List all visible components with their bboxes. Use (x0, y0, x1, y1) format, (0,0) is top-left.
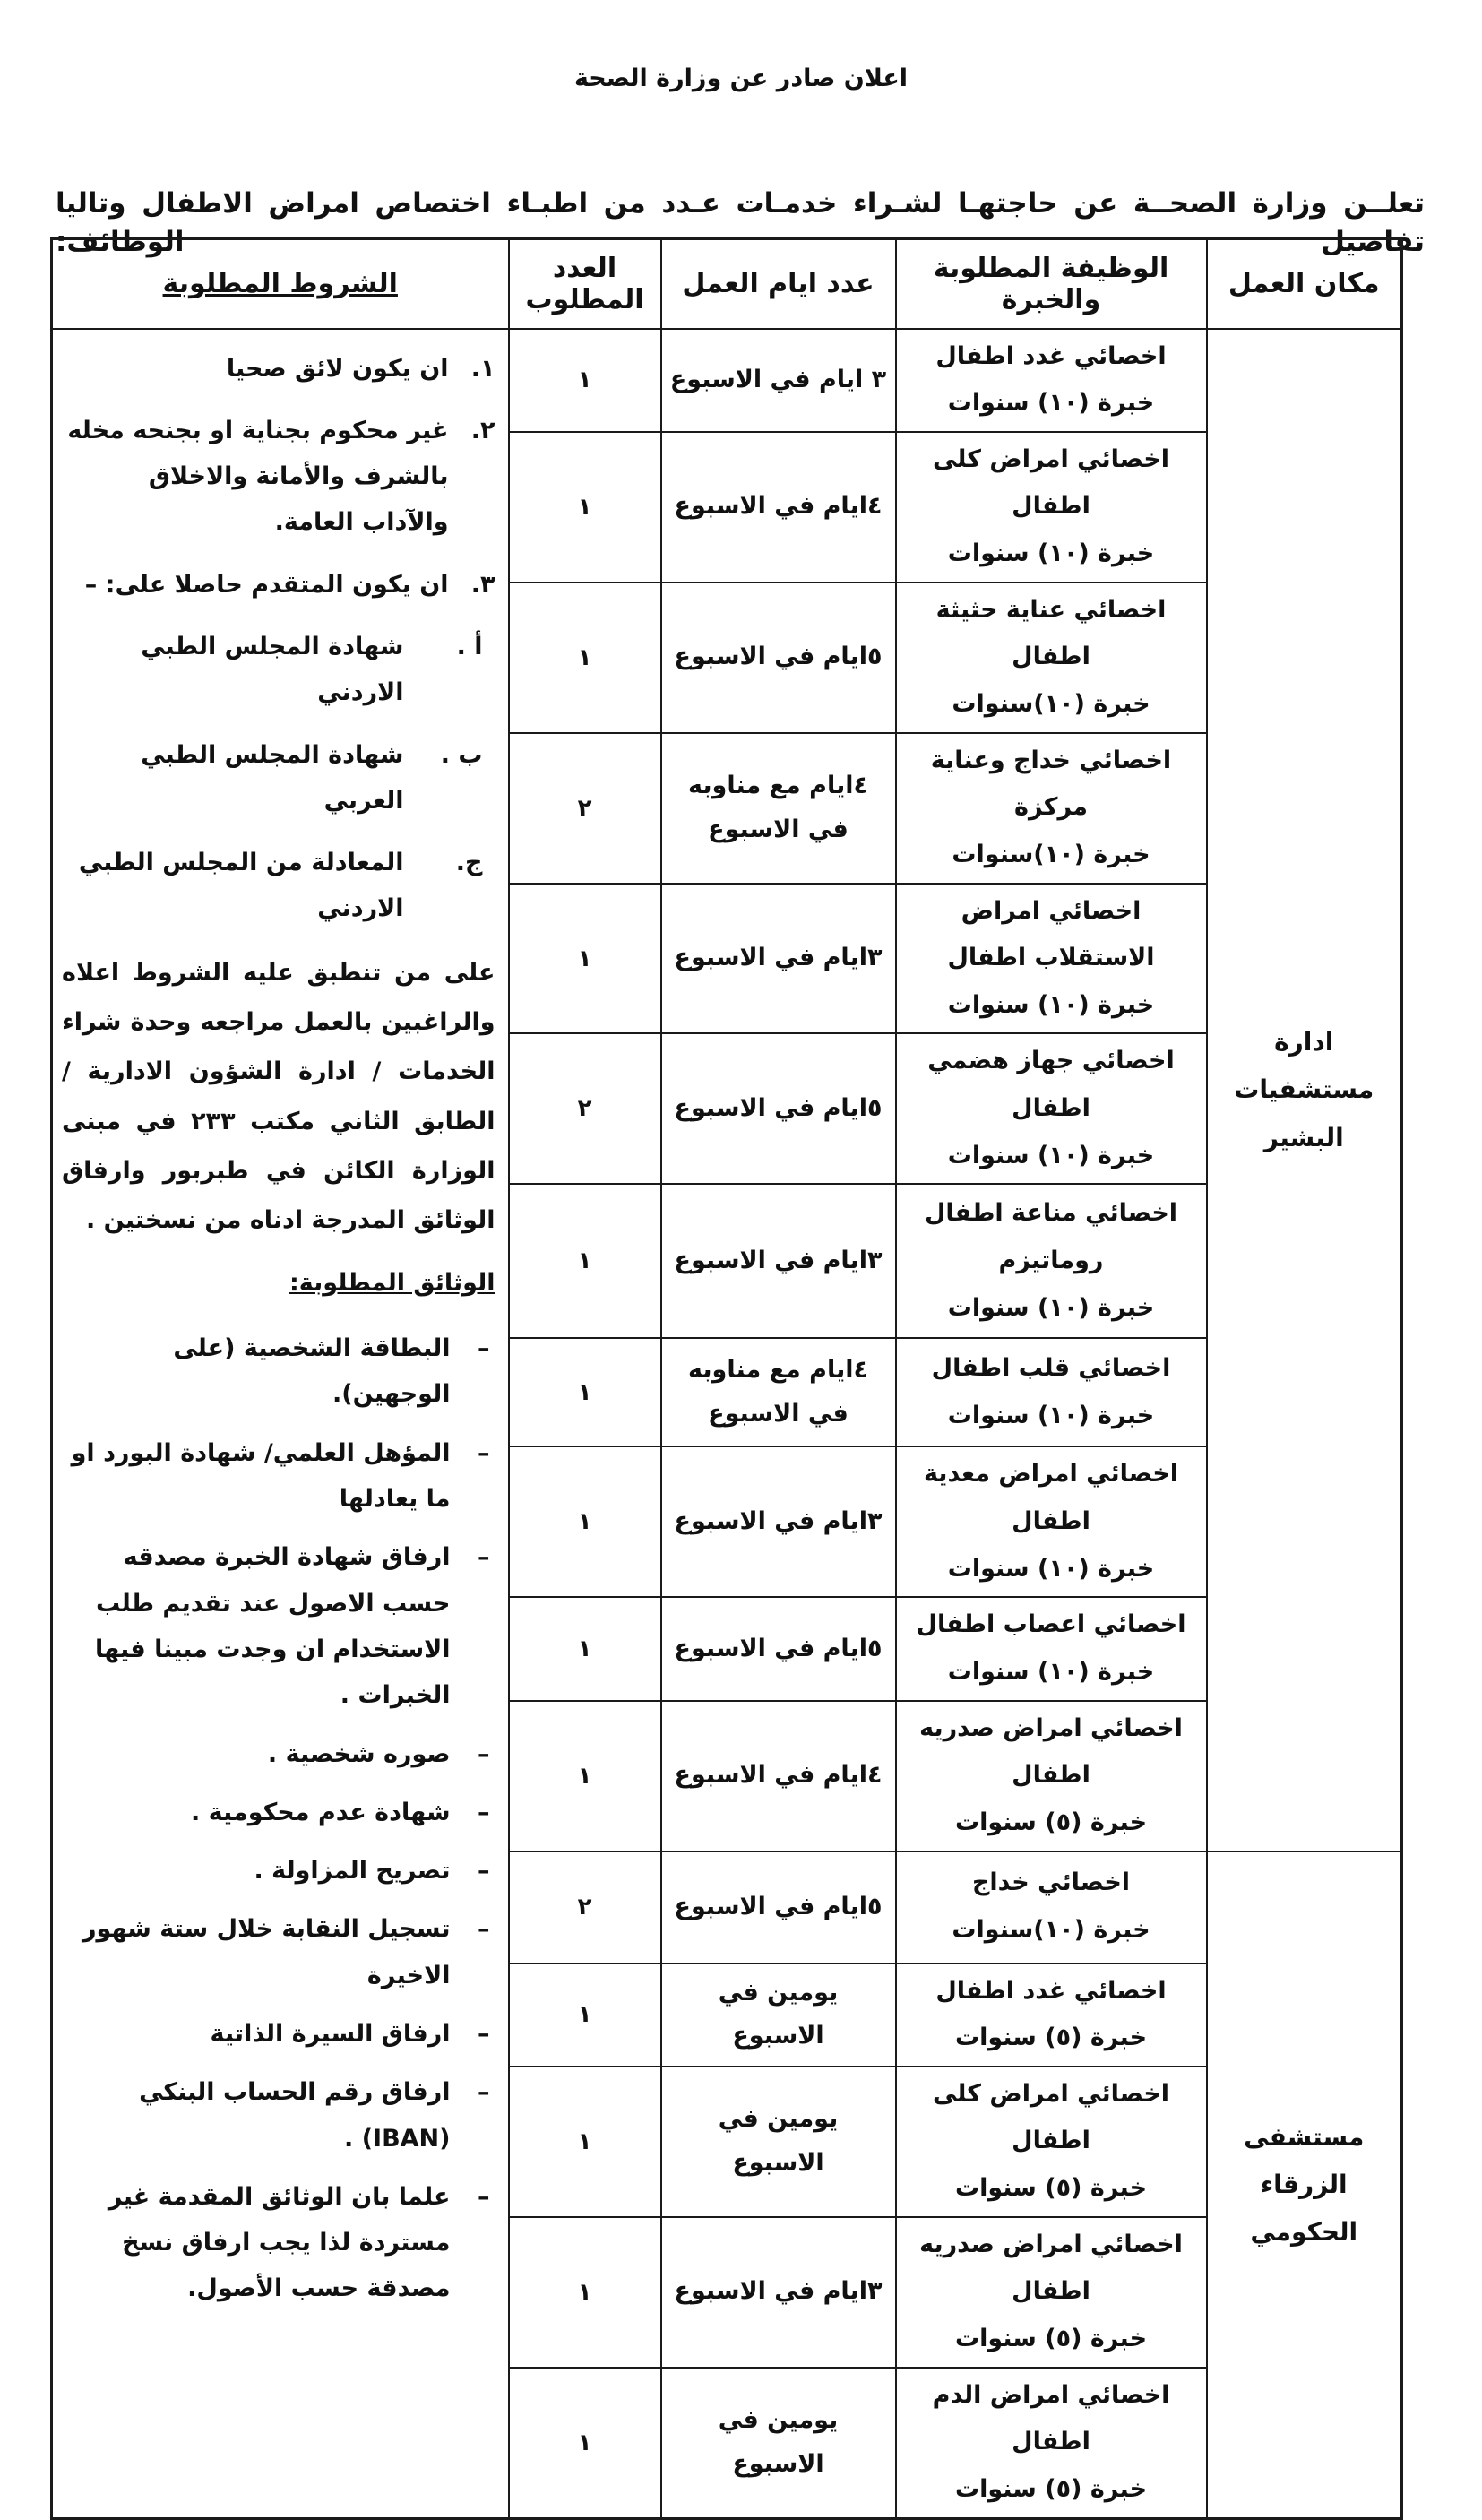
days-cell: ٣ايام في الاسبوع (661, 884, 896, 1034)
days-cell: ٥ايام في الاسبوع (661, 1851, 896, 1963)
condition-item: ٢. غير محكوم بجناية او بجنحه مخله بالشرف والأمانة والاخلاق والآداب العامة. (67, 416, 495, 537)
position-cell: اخصائي مناعة اطفال روماتيزم خبرة (١٠) سنوات (896, 1184, 1207, 1338)
header-position: الوظيفة المطلوبة والخبرة (896, 239, 1207, 329)
position-cell: اخصائي قلب اطفال خبرة (١٠) سنوات (896, 1338, 1207, 1446)
position-cell: اخصائي اعصاب اطفال خبرة (١٠) سنوات (896, 1597, 1207, 1700)
days-cell: يومين في الاسبوع (661, 2368, 896, 2518)
document-item: – علما بان الوثائق المقدمة غير مستردة لذا يجب ارفاق نسخ مصدقة حسب الأصول. (108, 2182, 490, 2303)
header-days: عدد ايام العمل (661, 239, 896, 329)
count-cell: ١ (509, 1701, 661, 1851)
count-cell: ١ (509, 432, 661, 583)
count-cell: ١ (509, 583, 661, 733)
position-cell: اخصائي امراض الدم اطفال خبرة (٥) سنوات (896, 2368, 1207, 2518)
position-cell: اخصائي امراض كلى اطفال خبرة (١٠) سنوات (896, 432, 1207, 583)
position-cell: اخصائي امراض الاستقلاب اطفال خبرة (١٠) سنوات (896, 884, 1207, 1034)
days-cell: يومين في الاسبوع (661, 2067, 896, 2217)
position-cell: اخصائي خداج خبرة (١٠)سنوات (896, 1851, 1207, 1963)
days-cell: ٥ايام في الاسبوع (661, 1597, 896, 1700)
count-cell: ١ (509, 1338, 661, 1446)
document-item: – تصريح المزاولة . (254, 1857, 490, 1886)
count-cell: ١ (509, 1446, 661, 1597)
document-item: – البطاقة الشخصية (على الوجهين). (173, 1334, 490, 1409)
header-count: العدد المطلوب (509, 239, 661, 329)
position-cell: اخصائي امراض معدية اطفال خبرة (١٠) سنوات (896, 1446, 1207, 1597)
condition-item: ١. ان يكون لائق صحيا (226, 354, 495, 383)
days-cell: ٥ايام في الاسبوع (661, 1033, 896, 1184)
days-cell: ٣ايام في الاسبوع (661, 1184, 896, 1338)
condition-item: ٣. ان يكون المتقدم حاصلا على: – (84, 570, 495, 599)
days-cell: ٥ايام في الاسبوع (661, 583, 896, 733)
count-cell: ١ (509, 1597, 661, 1700)
document-item: – المؤهل العلمي/ شهادة البورد او ما يعادلها (71, 1438, 490, 1514)
required-documents-heading: الوثائق المطلوبة: (289, 1268, 495, 1297)
count-cell: ١ (509, 1963, 661, 2067)
count-cell: ١ (509, 1184, 661, 1338)
document-item: – ارفاق رقم الحساب البنكي (IBAN) . (139, 2078, 490, 2153)
count-cell: ١ (509, 329, 661, 432)
workplace-zarqa: مستشفى الزرقاء الحكومي (1207, 1851, 1402, 2519)
count-cell: ٢ (509, 733, 661, 884)
position-cell: اخصائي غدد اطفال خبرة (٥) سنوات (896, 1963, 1207, 2067)
document-item: – صوره شخصية . (267, 1739, 490, 1768)
days-cell: ٤ايام مع مناوبه في الاسبوع (661, 733, 896, 884)
days-cell: ٤ايام في الاسبوع (661, 1701, 896, 1851)
position-cell: اخصائي امراض صدريه اطفال خبرة (٥) سنوات (896, 1701, 1207, 1851)
count-cell: ٢ (509, 1851, 661, 1963)
header-workplace: مكان العمل (1207, 239, 1402, 329)
count-cell: ٢ (509, 1033, 661, 1184)
condition-subitem: ب . شهادة المجلس الطبي العربي (141, 740, 483, 815)
days-cell: ٣ايام في الاسبوع (661, 1446, 896, 1597)
document-item: – تسجيل النقابة خلال ستة شهور الاخيرة (82, 1915, 490, 1989)
position-cell: اخصائي امراض صدريه اطفال خبرة (٥) سنوات (896, 2217, 1207, 2368)
document-item: – شهادة عدم محكومية . (190, 1798, 490, 1826)
position-cell: اخصائي جهاز هضمي اطفال خبرة (١٠) سنوات (896, 1033, 1207, 1184)
condition-subitem: ج. المعادلة من المجلس الطبي الاردني (78, 849, 483, 923)
position-cell: اخصائي خداج وعناية مركزة خبرة (١٠)سنوات (896, 733, 1207, 884)
position-cell: اخصائي امراض كلى اطفال خبرة (٥) سنوات (896, 2067, 1207, 2217)
count-cell: ١ (509, 884, 661, 1034)
count-cell: ١ (509, 2067, 661, 2217)
days-cell: ٤ايام مع مناوبه في الاسبوع (661, 1338, 896, 1446)
days-cell: يومين في الاسبوع (661, 1963, 896, 2067)
header-conditions: الشروط المطلوبة (52, 239, 509, 329)
intro-paragraph: تعلــن وزارة الصحــة عن حاجتهـا لشـراء خدمـات عـدد من اطبـاء اختصاص امراض الاطفال وتاليا تفاصيل الوظائف: (56, 187, 1425, 259)
table-header-row (52, 239, 1402, 329)
conditions-paragraph: على من تنطبق عليه الشروط اعلاه والراغبين بالعمل مراجعه وحدة شراء الخدمات / ادارة الشؤون الادارية /الطابق الثاني مكتب ٢٣٣ في مبنى الوزارة الكائن في طبربور وارفاق الوثائق المدرجة ادناه من نسختين . (62, 958, 495, 1235)
page-title: اعلان صادر عن وزارة الصحة (573, 65, 909, 92)
table-row (52, 329, 1402, 432)
count-cell: ١ (509, 2217, 661, 2368)
document-item: – ارفاق شهادة الخبرة مصدقه حسب الاصول عند تقديم طلب الاستخدام ان وجدت مبينا فيها الخبرات . (95, 1543, 490, 1710)
position-cell: اخصائي عناية حثيثة اطفال خبرة (١٠)سنوات (896, 583, 1207, 733)
days-cell: ٤ايام في الاسبوع (661, 432, 896, 583)
conditions-cell (52, 329, 509, 2519)
days-cell: ٣ايام في الاسبوع (661, 2217, 896, 2368)
workplace-bashir: ادارة مستشفيات البشير (1207, 329, 1402, 1851)
count-cell: ١ (509, 2368, 661, 2518)
days-cell: ٣ ايام في الاسبوع (661, 329, 896, 432)
condition-subitem: أ . شهادة المجلس الطبي الاردني (141, 632, 483, 707)
jobs-table (50, 237, 1403, 2520)
position-cell: اخصائي غدد اطفال خبرة (١٠) سنوات (896, 329, 1207, 432)
document-item: – ارفاق السيرة الذاتية (210, 2019, 490, 2048)
